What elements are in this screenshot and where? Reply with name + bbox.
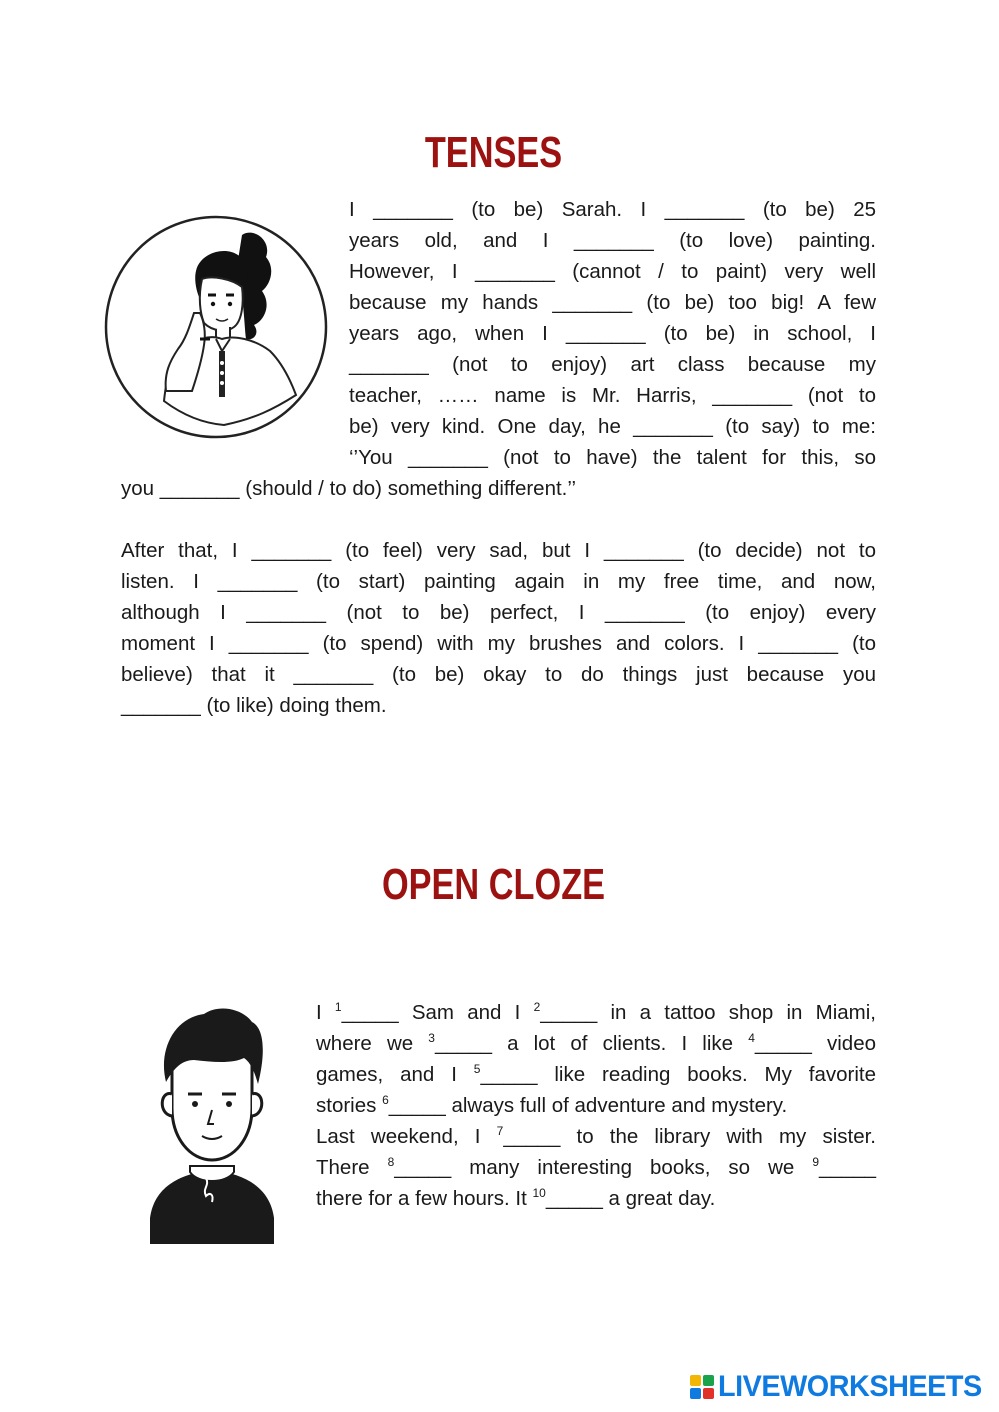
text-line: stories $^6$_____ always full of adventure and mystery. (316, 1093, 788, 1117)
text-line: be) very kind. One day, he _______ (to say) to me: (349, 415, 876, 438)
text-line: teacher, …… name is Mr. Harris, _______ (not to (349, 384, 876, 407)
tenses-paragraph-2 (121, 535, 876, 721)
gap-number: 8 (387, 1155, 395, 1169)
text-line: although I _______ (not to be) perfect, I _______ (to enjoy) every (121, 601, 876, 624)
logo-text: LIVEWORKSHEETS (718, 1370, 982, 1403)
gap-number: 6 (382, 1093, 389, 1107)
text-line: However, I _______ (cannot / to paint) very well (349, 260, 876, 283)
text-line: _______ (not to enjoy) art class because my (349, 353, 876, 376)
gap-number: 7 (496, 1124, 504, 1138)
text-line: because my hands _______ (to be) too big! A few (349, 291, 876, 314)
open-cloze-paragraph (316, 997, 876, 1214)
logo-square (703, 1388, 714, 1399)
liveworksheets-logo (690, 1370, 993, 1404)
text-line: There $^8$_____ many interesting books, so we $^9$_____ (316, 1155, 877, 1179)
gap-number: 4 (748, 1031, 755, 1045)
text-line: listen. I _______ (to start) painting again in my free time, and now, (121, 570, 876, 593)
tenses-paragraph-1-end (121, 473, 876, 504)
logo-square (703, 1375, 714, 1386)
gap-number: 10 (532, 1186, 546, 1200)
text-line: there for a few hours. It $^{10}$_____ a great day. (316, 1186, 716, 1210)
tenses-paragraph-1 (349, 194, 876, 473)
text-line: Last weekend, I $^7$_____ to the library with my sister. (316, 1124, 876, 1148)
text-line: where we $^3$_____ a lot of clients. I like $^4$_____ video (316, 1031, 877, 1055)
logo-square (690, 1375, 701, 1386)
text-line: _______ (to like) doing them. (121, 694, 387, 717)
woman-portrait-illustration (104, 213, 328, 441)
gap-number: 9 (812, 1155, 819, 1169)
logo-square (690, 1388, 701, 1399)
text-line: I $^1$_____ Sam and I $^2$_____ in a tattoo shop in Miami, (316, 1000, 876, 1024)
text-line: years old, and I _______ (to love) painting. (349, 229, 876, 252)
text-line: I _______ (to be) Sarah. I _______ (to be) 25 (349, 198, 876, 221)
text-line: games, and I $^5$_____ like reading books. My favorite (316, 1062, 876, 1086)
gap-number: 3 (428, 1031, 435, 1045)
text-line: ‘’You _______ (not to have) the talent for this, so (349, 446, 876, 469)
text-line: years ago, when I _______ (to be) in school, I (349, 322, 876, 345)
text-line: you _______ (should / to do) something different.’’ (121, 477, 577, 500)
gap-number: 1 (334, 1000, 342, 1014)
text-line: believe) that it _______ (to be) okay to do things just because you (121, 663, 876, 686)
gap-number: 2 (533, 1000, 541, 1014)
text-line: After that, I _______ (to feel) very sad, but I _______ (to decide) not to (121, 539, 876, 562)
man-portrait-illustration (122, 998, 302, 1244)
gap-number: 5 (473, 1062, 481, 1076)
logo-mark-icon (690, 1375, 714, 1399)
open-cloze-title: OPEN CLOZE (381, 860, 606, 909)
text-line: moment I _______ (to spend) with my brushes and colors. I _______ (to (121, 632, 876, 655)
tenses-title: TENSES (424, 128, 563, 177)
